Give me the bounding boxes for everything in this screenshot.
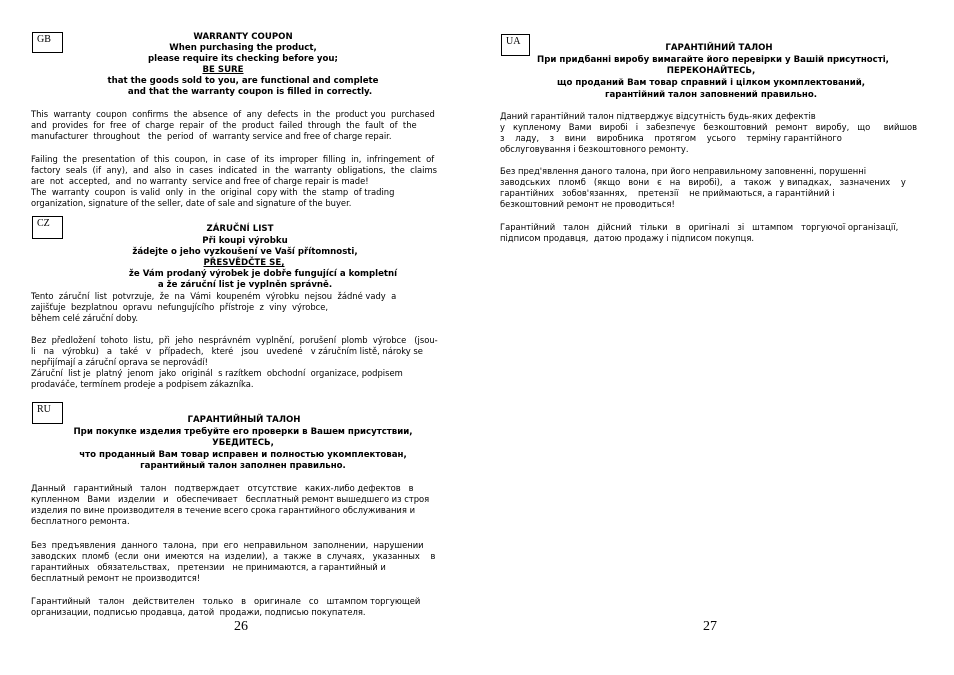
ua-heading-line: гарантійний талон заповнений правильно. bbox=[605, 90, 817, 100]
text-line: бесплатного ремонта. bbox=[31, 516, 130, 526]
text-line: изделия по вине производителя в течение всего срока гарантийного обслуживания и bbox=[31, 505, 416, 515]
text-line: Без пред'явлення даного талона, при його неправильному заповненні, порушенні bbox=[500, 166, 867, 176]
cz-heading-line: žádejte o jeho vyzkoušení ve Vaší přítomnosti, bbox=[132, 247, 358, 257]
text-line: купленном Вами изделии и обеспечивает бесплатный ремонт вышедшего из строя bbox=[31, 494, 430, 504]
gb-heading-title: WARRANTY COUPON bbox=[193, 32, 293, 42]
text-line: Bez předložení tohoto listu, při jeho nesprávném vyplnění, porušení plomb výrobce (jsou- bbox=[31, 335, 438, 345]
ru-heading-title: ГАРАНТИЙНЫЙ ТАЛОН bbox=[187, 415, 301, 425]
cz-heading-line: že Vám prodaný výrobek je dobře fungující a kompletní bbox=[128, 269, 398, 279]
cz-heading-line: a že záruční list je vyplněn správně. bbox=[157, 280, 333, 290]
text-line: and provides for free of charge repair of the product failed through the fault of the bbox=[31, 120, 417, 130]
text-line: manufacturer throughout the period of warranty service and free of charge repair. bbox=[31, 131, 392, 141]
text-line: безкоштовний ремонт не проводиться! bbox=[500, 199, 675, 209]
gb-heading-line: please require its checking before you; bbox=[148, 54, 338, 64]
text-line: заводських пломб (якщо вони є на виробі), а також у випадках, зазначених у bbox=[500, 177, 906, 187]
text-line: prodaváče, termínem prodeje a podpisem zákazníka. bbox=[31, 379, 254, 389]
text-line: Данный гарантийный талон подтверждает отсутствие каких-либо дефектов в bbox=[31, 483, 414, 493]
text-line: are not accepted, and no warranty service and free of charge repair is made! bbox=[31, 176, 369, 186]
page-number-right: 27 bbox=[703, 619, 717, 634]
text-line: Гарантійний талон дійсний тільки в оригіналі зі штампом торгуючої організації, bbox=[500, 222, 899, 232]
ua-heading-line: що проданий Вам товар справний і цілком укомплектований, bbox=[556, 78, 866, 88]
ru-heading-line: При покупке изделия требуйте его проверки в Вашем присутствии, bbox=[73, 427, 413, 437]
ua-heading-title: ГАРАНТІЙНИЙ ТАЛОН bbox=[665, 43, 773, 53]
text-line: Даний гарантійний талон підтверджує відсутність будь-яких дефектів bbox=[500, 111, 816, 121]
text-line: Tento záruční list potvrzuje, že na Vámi koupeném výrobku nejsou žádné vady a bbox=[31, 291, 397, 301]
text-line: Гарантийный талон действителен только в оригинале со штампом торгующей bbox=[31, 596, 421, 606]
ru-heading-line: что проданный Вам товар исправен и полностью укомплектован, bbox=[79, 450, 407, 460]
cz-heading-line: Při koupi výrobku bbox=[202, 236, 288, 246]
text-line: li na výrobku) a také v případech, které jsou uvedené v záručním listě, nároky se bbox=[31, 346, 423, 356]
ru-heading-line: гарантийный талон заполнен правильно. bbox=[140, 461, 346, 471]
text-line: гарантийных обязательствах, претензии не принимаются, а гарантийный и bbox=[31, 562, 386, 572]
text-line: factory seals (if any), and also in cases indicated in the warranty obligations, the claims bbox=[31, 165, 438, 175]
text-line: заводских пломб (если они имеются на изделии), а также в случаях, указанных в bbox=[31, 551, 436, 561]
text-line: nepřijímají a záruční oprava se neprovádí! bbox=[31, 357, 208, 367]
lang-code-cz: CZ bbox=[32, 216, 63, 239]
lang-code-ru: RU bbox=[32, 402, 63, 424]
gb-heading-line: and that the warranty coupon is filled in correctly. bbox=[127, 87, 373, 97]
gb-heading-line: When purchasing the product, bbox=[169, 43, 317, 53]
cz-heading-title: ZÁRUČNÍ LIST bbox=[206, 224, 274, 234]
lang-code-gb: GB bbox=[32, 32, 63, 53]
text-line: The warranty coupon is valid only in the original copy with the stamp of trading bbox=[31, 187, 395, 197]
text-line: підписом продавця, датою продажу і підписом покупця. bbox=[500, 233, 755, 243]
text-line: у купленому Вами виробі і забезпечує безкоштовний ремонт виробу, що вийшов bbox=[500, 122, 918, 132]
ua-heading-emphasis: ПЕРЕКОНАЙТЕСЬ, bbox=[666, 66, 756, 76]
ru-heading-emphasis: УБЕДИТЕСЬ, bbox=[212, 438, 274, 448]
gb-heading-line: that the goods sold to you, are functional and complete bbox=[107, 76, 379, 86]
gb-heading-emphasis: BE SURE bbox=[202, 65, 244, 75]
page-number-left: 26 bbox=[234, 619, 248, 634]
lang-code-ua: UA bbox=[501, 34, 530, 56]
text-line: гарантійних зобов'язаннях, претензії не приймаються, а гарантійний і bbox=[500, 188, 835, 198]
text-line: zajišťuje bezplatnou opravu nefungujícího přístroje z viny výrobce, bbox=[31, 302, 329, 312]
text-line: organization, signature of the seller, date of sale and signature of the buyer. bbox=[31, 198, 352, 208]
text-line: Без предъявления данного талона, при его неправильном заполнении, нарушении bbox=[31, 540, 424, 550]
text-line: během celé záruční doby. bbox=[31, 313, 139, 323]
text-line: This warranty coupon confirms the absence of any defects in the product you purchased bbox=[31, 109, 435, 119]
cz-heading-emphasis: PŘESVĚDČTE SE, bbox=[203, 258, 285, 268]
text-line: организации, подписью продавца, датой продажи, подписью покупателя. bbox=[31, 607, 366, 617]
text-line: Záruční list je platný jenom jako originál s razítkem obchodní organizace, podpisem bbox=[31, 368, 403, 378]
text-line: з ладу, з вини виробника протягом усього терміну гарантійного bbox=[500, 133, 842, 143]
ua-heading-line: При придбанні виробу вимагайте його перевірки у Вашій присутності, bbox=[537, 55, 889, 65]
text-line: Failing the presentation of this coupon, in case of its improper filling in, infringement of bbox=[31, 154, 435, 164]
text-line: бесплатный ремонт не производится! bbox=[31, 573, 201, 583]
text-line: обслуговування і безкоштовного ремонту. bbox=[500, 144, 689, 154]
